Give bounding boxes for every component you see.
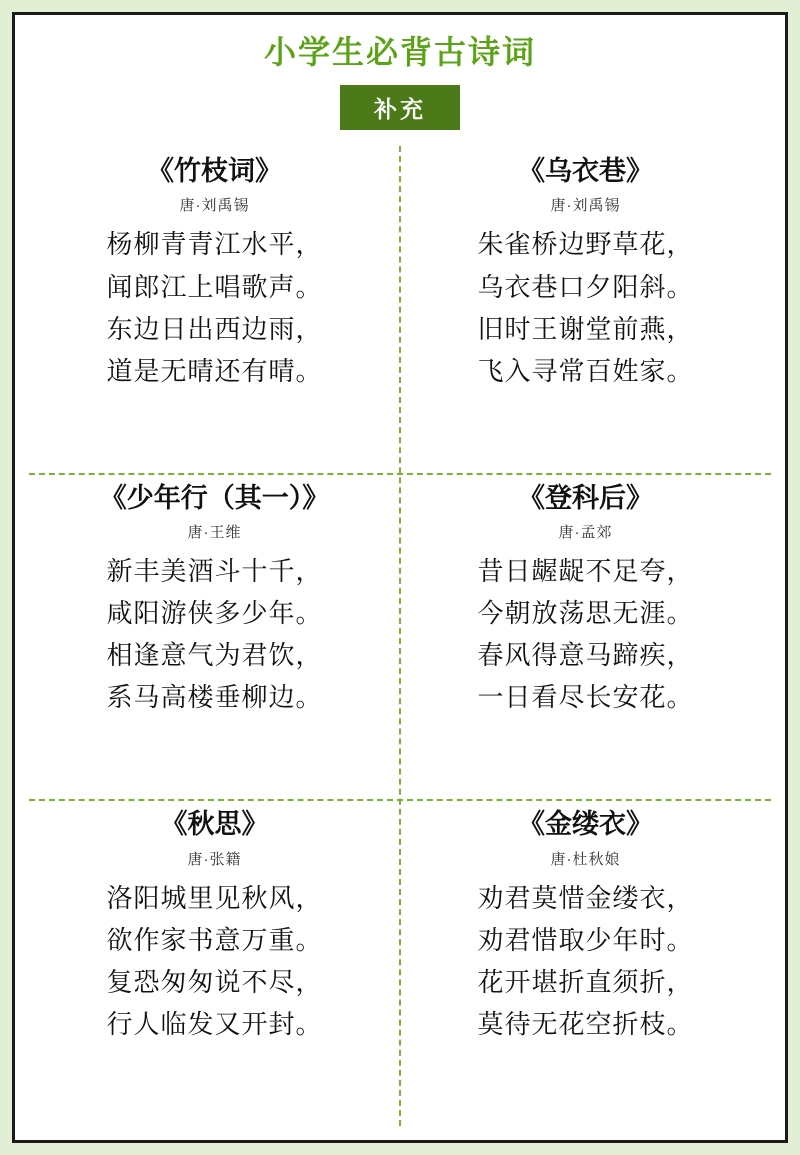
poem-line: 相逢意气为君饮， [106,640,323,671]
poem-lines [106,877,322,1045]
poem-card [400,473,771,800]
poem-line: 劝君莫惜金缕衣， [477,882,694,913]
poem-line: 旧时王谢堂前燕， [477,313,694,344]
poem-title: 《秋思》 [160,809,269,840]
poem-line: 复恐匆匆说不尽， [106,966,323,997]
poem-lines [106,223,322,391]
horizontal-divider-1 [29,473,771,475]
poem-title: 《金缕衣》 [518,809,653,840]
poem-line: 东边日出西边雨， [106,313,323,344]
poem-line: 一日看尽长安花。 [477,682,694,713]
poem-card [29,146,400,473]
poem-card [400,799,771,1126]
poem-line: 道是无晴还有晴。 [106,355,323,386]
poem-author: 唐·刘禹锡 [550,197,621,215]
poem-line: 欲作家书意万重。 [106,924,323,955]
poem-author: 唐·杜秋娘 [550,850,621,868]
poem-lines [477,877,693,1045]
poem-author: 唐·张籍 [187,850,242,868]
poem-lines [106,550,322,718]
horizontal-divider-2 [29,799,771,801]
poem-line: 洛阳城里见秋风， [106,882,323,913]
poem-lines [477,223,693,391]
poem-grid [29,146,771,1126]
poem-lines [477,550,693,718]
poem-line: 闻郎江上唱歌声。 [106,271,323,302]
poem-line: 杨柳青青江水平， [106,229,323,260]
badge-row [29,85,771,130]
poem-title: 《少年行（其一）》 [99,482,330,513]
poem-card [400,146,771,473]
poem-line: 花开堪折直须折， [477,966,694,997]
poem-title: 《登科后》 [518,482,653,513]
poster-frame [12,12,788,1143]
poem-author: 唐·刘禹锡 [179,197,250,215]
poem-line: 劝君惜取少年时。 [477,924,694,955]
poem-line: 春风得意马蹄疾， [477,640,694,671]
poem-line: 系马高楼垂柳边。 [106,682,323,713]
poem-card [29,799,400,1126]
poem-card [29,473,400,800]
poem-author: 唐·王维 [187,523,242,541]
section-badge: 补充 [340,85,460,130]
poem-title: 《乌衣巷》 [518,156,653,187]
poem-line: 飞入寻常百姓家。 [477,355,694,386]
poem-line: 行人临发又开封。 [106,1008,323,1039]
poem-author: 唐·孟郊 [558,523,613,541]
poem-line: 朱雀桥边野草花， [477,229,694,260]
poem-line: 咸阳游侠多少年。 [106,598,323,629]
page-title: 小学生必背古诗词 [263,34,536,70]
poem-line: 新丰美酒斗十千， [106,555,323,586]
vertical-divider [399,146,401,1126]
poem-line: 今朝放荡思无涯。 [477,598,694,629]
poem-line: 莫待无花空折枝。 [477,1008,694,1039]
poem-line: 乌衣巷口夕阳斜。 [477,271,694,302]
poem-line: 昔日龌龊不足夸， [477,555,694,586]
poem-title: 《竹枝词》 [147,156,282,187]
